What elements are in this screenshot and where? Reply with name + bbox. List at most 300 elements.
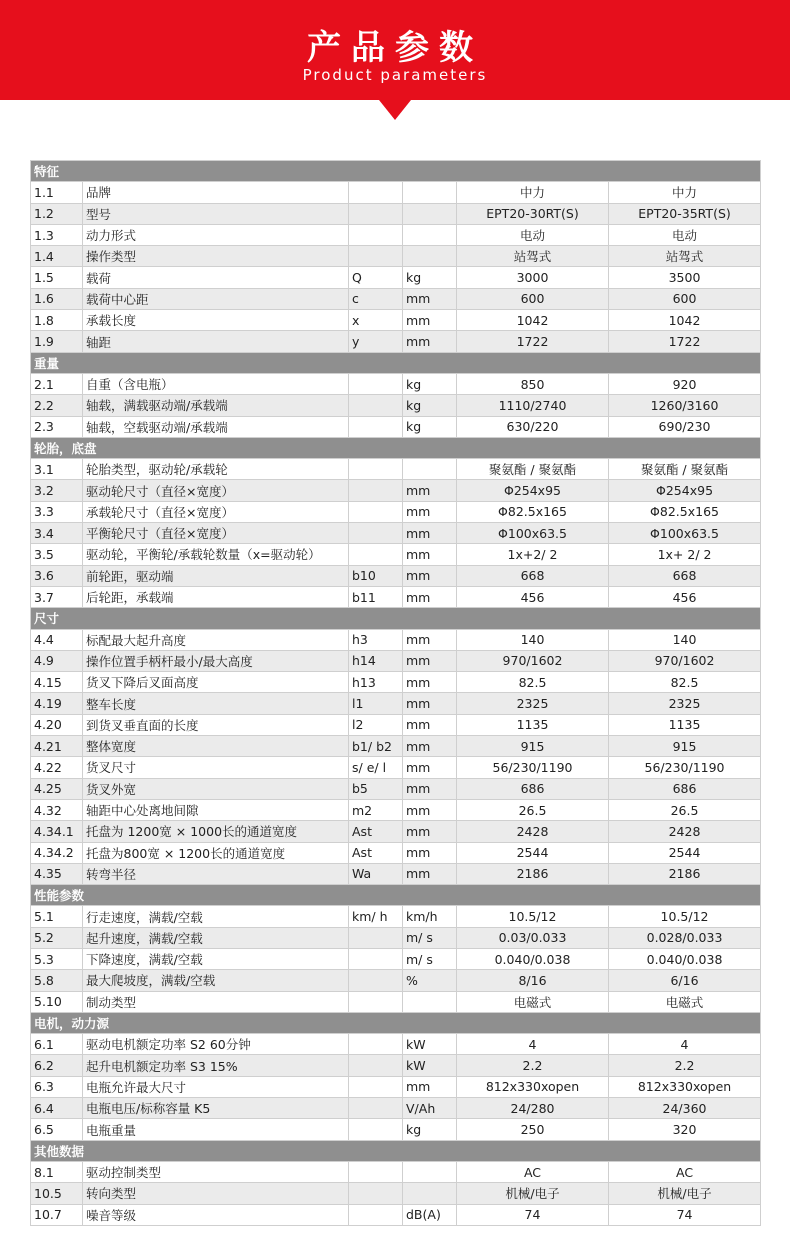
table-row [31,970,761,991]
row-value-35rt: 0.040/0.038 [609,948,761,969]
row-number: 4.35 [31,863,83,884]
row-symbol [349,523,403,544]
table-row [31,182,761,203]
row-value-35rt: 82.5 [609,672,761,693]
row-value-30rt: 1110/2740 [457,395,609,416]
table-row [31,480,761,501]
table-row [31,842,761,863]
table-row [31,331,761,352]
row-number: 3.1 [31,459,83,480]
table-row [31,565,761,586]
row-symbol [349,203,403,224]
row-value-30rt: 2186 [457,863,609,884]
row-symbol [349,991,403,1012]
row-symbol [349,1034,403,1055]
row-unit: mm [403,863,457,884]
row-number: 1.5 [31,267,83,288]
row-value-30rt: Φ82.5x165 [457,501,609,522]
row-unit: mm [403,650,457,671]
row-value-30rt: 668 [457,565,609,586]
table-row [31,736,761,757]
row-value-30rt: 56/230/1190 [457,757,609,778]
row-value-30rt: 电磁式 [457,991,609,1012]
row-number: 2.1 [31,373,83,394]
row-item: 承载长度 [83,310,349,331]
section-header [31,1140,761,1161]
row-symbol [349,1055,403,1076]
row-item: 驱动电机额定功率 S2 60分钟 [83,1034,349,1055]
table-row [31,650,761,671]
row-unit: mm [403,544,457,565]
table-row [31,927,761,948]
row-unit: kg [403,395,457,416]
row-value-30rt: 1x+2/ 2 [457,544,609,565]
row-item: 动力形式 [83,224,349,245]
table-row [31,714,761,735]
row-value-30rt: 250 [457,1119,609,1140]
table-row [31,906,761,927]
row-value-35rt: AC [609,1161,761,1182]
row-item: 轴载，空载驱动端/承载端 [83,416,349,437]
row-symbol: c [349,288,403,309]
row-value-30rt: Φ254x95 [457,480,609,501]
row-unit: mm [403,714,457,735]
row-unit [403,203,457,224]
row-value-35rt: 2544 [609,842,761,863]
row-value-35rt: 10.5/12 [609,906,761,927]
table-row [31,1183,761,1204]
row-item: 承载轮尺寸（直径×宽度） [83,501,349,522]
row-value-30rt: 812x330xopen [457,1076,609,1097]
row-number: 6.1 [31,1034,83,1055]
row-item: 操作位置手柄杆最小/最大高度 [83,650,349,671]
row-unit: kW [403,1055,457,1076]
row-number: 6.2 [31,1055,83,1076]
row-number: 5.3 [31,948,83,969]
row-symbol [349,395,403,416]
row-item: 托盘为 1200宽 × 1000长的通道宽度 [83,821,349,842]
row-unit: mm [403,1076,457,1097]
table-row [31,1098,761,1119]
row-item: 载荷中心距 [83,288,349,309]
row-item: 转弯半径 [83,863,349,884]
row-item: 驱动控制类型 [83,1161,349,1182]
row-value-35rt: 1x+ 2/ 2 [609,544,761,565]
row-item: 托盘为800宽 × 1200长的通道宽度 [83,842,349,863]
row-symbol: h13 [349,672,403,693]
row-item: 制动类型 [83,991,349,1012]
row-number: 5.2 [31,927,83,948]
row-unit: kg [403,1119,457,1140]
row-item: 电瓶电压/标称容量 K5 [83,1098,349,1119]
row-value-35rt: 600 [609,288,761,309]
row-symbol: b10 [349,565,403,586]
row-value-35rt: 74 [609,1204,761,1225]
row-value-30rt: AC [457,1161,609,1182]
row-value-30rt: 4 [457,1034,609,1055]
row-item: 转向类型 [83,1183,349,1204]
table-row [31,1161,761,1182]
table-row [31,1076,761,1097]
section-header [31,1012,761,1033]
row-item: 品牌 [83,182,349,203]
row-unit: mm [403,331,457,352]
row-item: 平衡轮尺寸（直径×宽度） [83,523,349,544]
table-row [31,757,761,778]
row-value-35rt: 668 [609,565,761,586]
row-value-30rt: 0.040/0.038 [457,948,609,969]
row-unit: m/ s [403,927,457,948]
table-row [31,821,761,842]
row-number: 1.1 [31,182,83,203]
row-symbol: s/ e/ l [349,757,403,778]
row-unit: mm [403,799,457,820]
row-value-30rt: 8/16 [457,970,609,991]
row-number: 4.34.1 [31,821,83,842]
table-row [31,948,761,969]
row-symbol: l2 [349,714,403,735]
row-value-30rt: 686 [457,778,609,799]
row-value-35rt: 140 [609,629,761,650]
row-value-35rt: 686 [609,778,761,799]
table-row [31,629,761,650]
row-unit: kg [403,267,457,288]
row-value-30rt: 140 [457,629,609,650]
table-row [31,693,761,714]
table-row [31,778,761,799]
row-number: 3.6 [31,565,83,586]
row-number: 8.1 [31,1161,83,1182]
row-item: 电瓶重量 [83,1119,349,1140]
section-header [31,352,761,373]
row-unit [403,224,457,245]
row-symbol [349,1076,403,1097]
row-symbol: km/ h [349,906,403,927]
row-value-35rt: 1722 [609,331,761,352]
row-unit: kg [403,416,457,437]
row-number: 4.20 [31,714,83,735]
row-value-30rt: 电动 [457,224,609,245]
row-symbol: h3 [349,629,403,650]
table-row [31,501,761,522]
row-value-35rt: EPT20-35RT(S) [609,203,761,224]
row-symbol [349,459,403,480]
row-value-35rt: 970/1602 [609,650,761,671]
row-value-35rt: 4 [609,1034,761,1055]
section-header [31,608,761,629]
row-value-30rt: 聚氨酯 / 聚氨酯 [457,459,609,480]
row-symbol: b5 [349,778,403,799]
row-value-30rt: 915 [457,736,609,757]
row-unit: kg [403,373,457,394]
row-number: 2.2 [31,395,83,416]
row-value-35rt: 320 [609,1119,761,1140]
row-value-30rt: 850 [457,373,609,394]
row-value-35rt: 2428 [609,821,761,842]
row-unit: km/h [403,906,457,927]
row-unit: mm [403,672,457,693]
row-unit: mm [403,629,457,650]
row-value-30rt: 机械/电子 [457,1183,609,1204]
row-number: 4.22 [31,757,83,778]
section-title: 性能参数 [31,885,761,906]
row-item: 轮胎类型，驱动轮/承载轮 [83,459,349,480]
table-row [31,1055,761,1076]
row-symbol: Ast [349,842,403,863]
row-value-35rt: Φ100x63.5 [609,523,761,544]
row-unit [403,182,457,203]
section-header [31,437,761,458]
table-row [31,586,761,607]
table-row [31,246,761,267]
table-row [31,1204,761,1225]
row-unit [403,246,457,267]
row-value-35rt: Φ254x95 [609,480,761,501]
row-unit: mm [403,586,457,607]
spec-table [30,160,761,1226]
row-item: 轴距中心处离地间隙 [83,799,349,820]
row-number: 3.5 [31,544,83,565]
row-value-35rt: 电磁式 [609,991,761,1012]
row-value-30rt: 1722 [457,331,609,352]
row-value-30rt: 2544 [457,842,609,863]
row-symbol [349,948,403,969]
row-number: 2.3 [31,416,83,437]
row-symbol: x [349,310,403,331]
row-symbol [349,1098,403,1119]
row-value-30rt: 10.5/12 [457,906,609,927]
section-title: 重量 [31,352,761,373]
row-number: 4.9 [31,650,83,671]
row-unit: mm [403,693,457,714]
row-unit: mm [403,565,457,586]
row-value-35rt: 2.2 [609,1055,761,1076]
row-value-30rt: 74 [457,1204,609,1225]
row-unit: m/ s [403,948,457,969]
row-number: 1.8 [31,310,83,331]
table-row [31,459,761,480]
row-symbol: m2 [349,799,403,820]
row-symbol [349,182,403,203]
row-item: 轴载，满载驱动端/承载端 [83,395,349,416]
row-value-30rt: 2.2 [457,1055,609,1076]
row-value-30rt: 600 [457,288,609,309]
row-item: 货叉外宽 [83,778,349,799]
row-number: 3.4 [31,523,83,544]
row-symbol [349,1161,403,1182]
row-value-35rt: 456 [609,586,761,607]
row-number: 3.2 [31,480,83,501]
row-unit: V/Ah [403,1098,457,1119]
row-symbol: b11 [349,586,403,607]
row-item: 整车长度 [83,693,349,714]
row-number: 6.5 [31,1119,83,1140]
row-value-35rt: 机械/电子 [609,1183,761,1204]
row-symbol: Wa [349,863,403,884]
row-item: 整体宽度 [83,736,349,757]
row-unit [403,1183,457,1204]
row-item: 型号 [83,203,349,224]
row-value-30rt: 3000 [457,267,609,288]
page-title: 产品参数 [307,28,483,68]
row-number: 4.4 [31,629,83,650]
section-title: 电机，动力源 [31,1012,761,1033]
row-symbol [349,1183,403,1204]
row-number: 5.10 [31,991,83,1012]
row-value-35rt: 812x330xopen [609,1076,761,1097]
header-banner [0,0,790,100]
row-value-35rt: 26.5 [609,799,761,820]
row-unit: mm [403,736,457,757]
row-symbol: l1 [349,693,403,714]
row-number: 1.6 [31,288,83,309]
row-value-30rt: 970/1602 [457,650,609,671]
row-number: 3.3 [31,501,83,522]
row-item: 驱动轮，平衡轮/承载轮数量（x=驱动轮） [83,544,349,565]
row-number: 4.21 [31,736,83,757]
row-symbol [349,927,403,948]
table-row [31,863,761,884]
section-header [31,161,761,182]
table-row [31,672,761,693]
row-symbol [349,970,403,991]
row-value-35rt: 3500 [609,267,761,288]
row-unit: mm [403,523,457,544]
table-row [31,224,761,245]
row-symbol [349,373,403,394]
row-item: 起升速度，满载/空载 [83,927,349,948]
row-value-35rt: 690/230 [609,416,761,437]
table-row [31,267,761,288]
row-symbol [349,224,403,245]
row-value-30rt: Φ100x63.5 [457,523,609,544]
row-symbol [349,501,403,522]
page-subtitle: Product parameters [302,66,488,84]
row-value-35rt: 1260/3160 [609,395,761,416]
row-value-35rt: 中力 [609,182,761,203]
row-value-30rt: 82.5 [457,672,609,693]
row-value-30rt: 26.5 [457,799,609,820]
row-value-35rt: 915 [609,736,761,757]
row-symbol: h14 [349,650,403,671]
row-unit [403,459,457,480]
row-symbol: y [349,331,403,352]
row-value-35rt: 1042 [609,310,761,331]
table-row [31,1034,761,1055]
row-item: 噪音等级 [83,1204,349,1225]
row-item: 下降速度，满载/空载 [83,948,349,969]
row-item: 货叉尺寸 [83,757,349,778]
table-row [31,373,761,394]
row-symbol [349,544,403,565]
row-number: 6.4 [31,1098,83,1119]
row-item: 行走速度，满载/空载 [83,906,349,927]
section-title: 轮胎，底盘 [31,437,761,458]
row-value-35rt: 1135 [609,714,761,735]
row-symbol [349,480,403,501]
table-row [31,1119,761,1140]
row-number: 5.1 [31,906,83,927]
row-item: 后轮距，承载端 [83,586,349,607]
row-symbol [349,1204,403,1225]
row-number: 1.9 [31,331,83,352]
row-number: 5.8 [31,970,83,991]
row-item: 载荷 [83,267,349,288]
table-row [31,288,761,309]
row-item: 前轮距，驱动端 [83,565,349,586]
row-value-35rt: 56/230/1190 [609,757,761,778]
row-symbol: b1/ b2 [349,736,403,757]
row-number: 1.2 [31,203,83,224]
row-unit: mm [403,310,457,331]
row-item: 最大爬坡度，满载/空载 [83,970,349,991]
row-value-30rt: 1135 [457,714,609,735]
row-symbol: Ast [349,821,403,842]
table-row [31,203,761,224]
row-number: 10.5 [31,1183,83,1204]
row-unit: mm [403,842,457,863]
row-value-35rt: 2325 [609,693,761,714]
row-unit: mm [403,821,457,842]
row-symbol [349,416,403,437]
row-number: 4.15 [31,672,83,693]
row-symbol [349,1119,403,1140]
row-number: 4.32 [31,799,83,820]
table-row [31,310,761,331]
row-number: 4.25 [31,778,83,799]
row-symbol: Q [349,267,403,288]
row-number: 1.3 [31,224,83,245]
row-item: 轴距 [83,331,349,352]
row-number: 3.7 [31,586,83,607]
row-value-35rt: Φ82.5x165 [609,501,761,522]
row-item: 电瓶允许最大尺寸 [83,1076,349,1097]
row-value-30rt: 站驾式 [457,246,609,267]
section-title: 尺寸 [31,608,761,629]
row-unit [403,991,457,1012]
row-item: 起升电机额定功率 S3 15% [83,1055,349,1076]
row-value-30rt: 2428 [457,821,609,842]
row-item: 到货叉垂直面的长度 [83,714,349,735]
row-item: 标配最大起升高度 [83,629,349,650]
row-value-35rt: 24/360 [609,1098,761,1119]
row-value-35rt: 电动 [609,224,761,245]
table-row [31,544,761,565]
row-value-30rt: 456 [457,586,609,607]
row-item: 货叉下降后叉面高度 [83,672,349,693]
row-unit: mm [403,288,457,309]
table-row [31,395,761,416]
row-value-30rt: 2325 [457,693,609,714]
row-unit: mm [403,501,457,522]
row-number: 4.34.2 [31,842,83,863]
row-value-30rt: 630/220 [457,416,609,437]
banner-arrow-icon [379,100,411,120]
row-number: 6.3 [31,1076,83,1097]
row-item: 自重（含电瓶） [83,373,349,394]
row-symbol [349,246,403,267]
row-value-30rt: 1042 [457,310,609,331]
row-value-35rt: 920 [609,373,761,394]
row-number: 1.4 [31,246,83,267]
row-unit [403,1161,457,1182]
row-value-35rt: 站驾式 [609,246,761,267]
section-header [31,885,761,906]
section-title: 特征 [31,161,761,182]
row-item: 驱动轮尺寸（直径×宽度） [83,480,349,501]
section-title: 其他数据 [31,1140,761,1161]
row-value-35rt: 0.028/0.033 [609,927,761,948]
